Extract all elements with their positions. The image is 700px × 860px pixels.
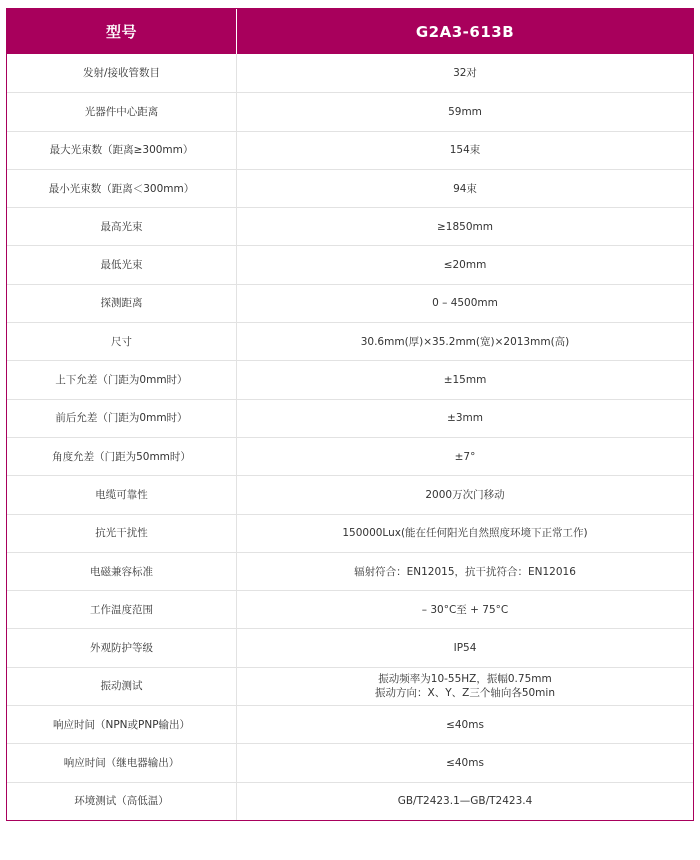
spec-param-label: 最小光束数（距离＜300mm）: [7, 170, 237, 207]
spec-value-line: ±15mm: [443, 374, 487, 387]
header-model-value: G2A3-613B: [415, 22, 515, 41]
table-row: [7, 245, 693, 283]
spec-value: [237, 591, 693, 628]
spec-value-line: 振动方向：X、Y、Z三个轴向各50min: [375, 687, 555, 700]
spec-value-line: GB/T2423.1—GB/T2423.4: [397, 795, 533, 808]
table-row: [7, 399, 693, 437]
spec-value: [237, 744, 693, 781]
spec-param-label: 外观防护等级: [7, 629, 237, 666]
table-row: [7, 705, 693, 743]
spec-param-label: 发射/接收管数目: [7, 54, 237, 92]
spec-param-label: 探测距离: [7, 285, 237, 322]
spec-param-label: 最低光束: [7, 246, 237, 283]
spec-value-line: 2000万次门移动: [425, 488, 505, 501]
spec-value: [237, 246, 693, 283]
table-header: [7, 9, 693, 54]
table-row: [7, 437, 693, 475]
table-row: [7, 322, 693, 360]
spec-param-label: 抗光干扰性: [7, 515, 237, 552]
spec-param-label: 响应时间（NPN或PNP输出）: [7, 706, 237, 743]
spec-value: [237, 208, 693, 245]
table-row: [7, 552, 693, 590]
spec-value-line: 振动频率为10-55HZ，振幅0.75mm: [378, 673, 552, 686]
table-row: [7, 284, 693, 322]
spec-value: [237, 400, 693, 437]
spec-value: [237, 629, 693, 666]
spec-value-line: 辐射符合：EN12015，抗干扰符合：EN12016: [354, 565, 576, 578]
spec-value: [237, 361, 693, 398]
table-row: [7, 514, 693, 552]
header-model-label: 型号: [7, 9, 237, 54]
spec-value-line: ±3mm: [447, 412, 483, 425]
table-row: [7, 667, 693, 705]
spec-param-label: 最高光束: [7, 208, 237, 245]
table-row: [7, 207, 693, 245]
spec-param-label: 响应时间（继电器输出）: [7, 744, 237, 781]
spec-value: [237, 323, 693, 360]
spec-param-label: 电磁兼容标准: [7, 553, 237, 590]
spec-param-label: 环境测试（高低温）: [7, 783, 237, 820]
spec-value: [237, 706, 693, 743]
spec-param-label: 上下允差（门距为0mm时）: [7, 361, 237, 398]
table-row: [7, 169, 693, 207]
spec-param-label: 振动测试: [7, 668, 237, 705]
spec-value: [237, 132, 693, 169]
spec-param-label: 工作温度范围: [7, 591, 237, 628]
spec-value: [237, 668, 693, 705]
spec-value: [237, 515, 693, 552]
spec-table: [6, 8, 694, 821]
table-row: [7, 782, 693, 820]
table-row: [7, 54, 693, 92]
spec-param-label: 电缆可靠性: [7, 476, 237, 513]
spec-param-label: 最大光束数（距离≥300mm）: [7, 132, 237, 169]
table-row: [7, 628, 693, 666]
spec-value-line: 94束: [453, 182, 477, 195]
spec-param-label: 光器件中心距离: [7, 93, 237, 130]
spec-value: [237, 170, 693, 207]
spec-value-line: ≥1850mm: [437, 220, 493, 233]
spec-value-line: ≤40ms: [446, 756, 484, 769]
spec-value-line: 150000Lux(能在任何阳光自然照度环境下正常工作): [342, 527, 588, 540]
table-row: [7, 590, 693, 628]
table-row: [7, 92, 693, 130]
table-body: [7, 54, 693, 820]
spec-value-line: ≤20mm: [443, 259, 487, 272]
spec-param-label: 尺寸: [7, 323, 237, 360]
table-row: [7, 743, 693, 781]
spec-value-line: 30.6mm(厚)×35.2mm(宽)×2013mm(高): [360, 335, 570, 348]
table-row: [7, 475, 693, 513]
spec-value-line: 59mm: [448, 105, 482, 118]
spec-param-label: 前后允差（门距为0mm时）: [7, 400, 237, 437]
spec-value: [237, 553, 693, 590]
table-row: [7, 131, 693, 169]
spec-value-line: – 30°C至 + 75°C: [421, 603, 509, 616]
spec-value: [237, 285, 693, 322]
spec-value-line: IP54: [453, 642, 477, 655]
spec-value-line: ≤40ms: [446, 718, 484, 731]
spec-value: [237, 476, 693, 513]
spec-param-label: 角度允差（门距为50mm时）: [7, 438, 237, 475]
spec-value: [237, 93, 693, 130]
spec-value: [237, 438, 693, 475]
spec-value: [237, 783, 693, 820]
spec-value-line: 32对: [453, 67, 477, 80]
spec-value-line: 0 – 4500mm: [432, 297, 498, 310]
table-row: [7, 360, 693, 398]
spec-value-line: ±7°: [454, 450, 476, 463]
spec-value-line: 154束: [449, 144, 481, 157]
spec-value: [237, 54, 693, 92]
